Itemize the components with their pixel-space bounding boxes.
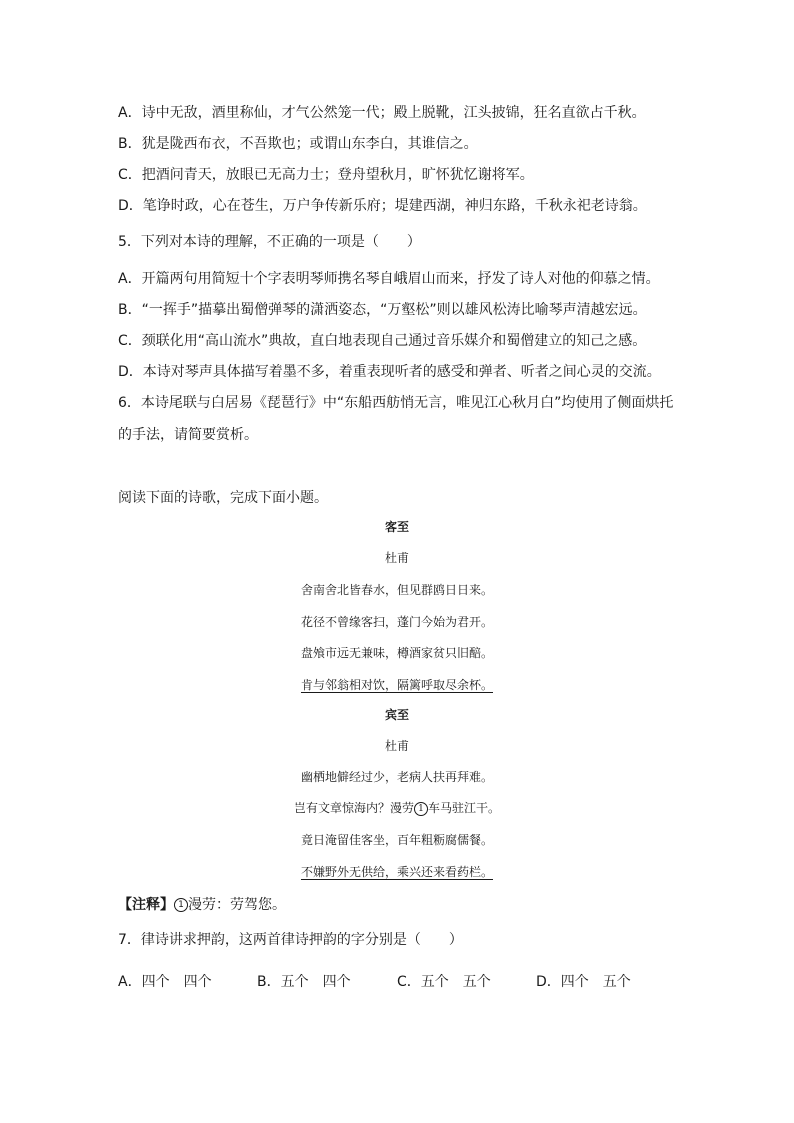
annotation-marker: 1	[414, 802, 428, 816]
poem-line: 盘飧市远无兼味，樽酒家贫只旧醅。	[300, 646, 493, 660]
poem-line-text: 肯与邻翁相对饮，隔篱呼取尽余杯。	[300, 678, 493, 692]
poem-line: 花径不曾缘客扫，蓬门今始为君开。	[300, 615, 493, 629]
poem-line	[0, 677, 794, 693]
poem-line	[0, 864, 794, 880]
option-c: C．颈联化用“高山流水”典故，直白地表现自己通过音乐媒介和蜀僧建立的知己之感。	[118, 333, 647, 349]
poem-line: 岂有文章惊海内？漫劳 1 车马驻江干。	[293, 801, 501, 815]
reading-instruction: 阅读下面的诗歌，完成下面小题。	[118, 490, 328, 506]
poem-author: 杜甫	[384, 551, 409, 565]
annotation-marker: 1	[174, 898, 188, 912]
option-b: B．五个 四个	[257, 974, 351, 990]
poem-line: 竟日淹留佳客坐，百年粗粝腐儒餐。	[300, 833, 493, 847]
poem-title: 客至	[384, 520, 409, 534]
poem-title: 宾至	[384, 708, 409, 722]
option-a: A．诗中无敌，酒里称仙，才气公然笼一代；殿上脱靴，江头披锦，狂名直欲占千秋。	[118, 105, 646, 121]
option-a: A．开篇两句用简短十个字表明琴师携名琴自峨眉山而来，抒发了诗人对他的仰慕之情。	[118, 271, 660, 287]
option-d: D．笔诤时政，心在苍生，万户争传新乐府；堤建西湖，神归东路，千秋永祀老诗翁。	[118, 198, 647, 214]
option-d: D．本诗对琴声具体描写着墨不多，着重表现听者的感受和弹者、听者之间心灵的交流。	[118, 364, 661, 380]
annotation-text: 漫劳：劳驾您。	[188, 897, 286, 913]
poem-line: 幽栖地僻经过少，老病人扶再拜难。	[300, 770, 493, 784]
option-b: B．犹是陇西布衣，不吾欺也；或谓山东李白，其谁信之。	[118, 136, 478, 152]
option-d: D．四个 五个	[536, 974, 631, 990]
option-a: A．四个 四个	[118, 974, 212, 990]
poem-line-text: 不嫌野外无供给，乘兴还来看药栏。	[300, 865, 493, 879]
annotation-label: 【注释】	[118, 897, 174, 913]
option-c: C．五个 五个	[397, 974, 491, 990]
poem-line: 舍南舍北皆春水，但见群鸥日日来。	[300, 583, 493, 597]
annotation	[118, 896, 286, 914]
question-5-stem: 5．下列对本诗的理解，不正确的一项是（ ）	[118, 234, 421, 250]
option-c: C．把酒问青天，放眼已无高力士；登舟望秋月，旷怀犹忆谢将军。	[118, 167, 534, 183]
question-6-line-1: 6．本诗尾联与白居易《琵琶行》中“东船西舫悄无言，唯见江心秋月白”均使用了侧面烘托	[118, 395, 674, 411]
question-6-line-2: 的手法，请简要赏析。	[118, 427, 258, 443]
option-b: B．“一挥手”描摹出蜀僧弹琴的潇洒姿态，“万壑松”则以雄风松涛比喻琴声清越宏远。	[118, 302, 647, 318]
question-7-stem: 7．律诗讲求押韵，这两首律诗押韵的字分别是（ ）	[118, 932, 463, 948]
poem-author: 杜甫	[384, 739, 409, 753]
